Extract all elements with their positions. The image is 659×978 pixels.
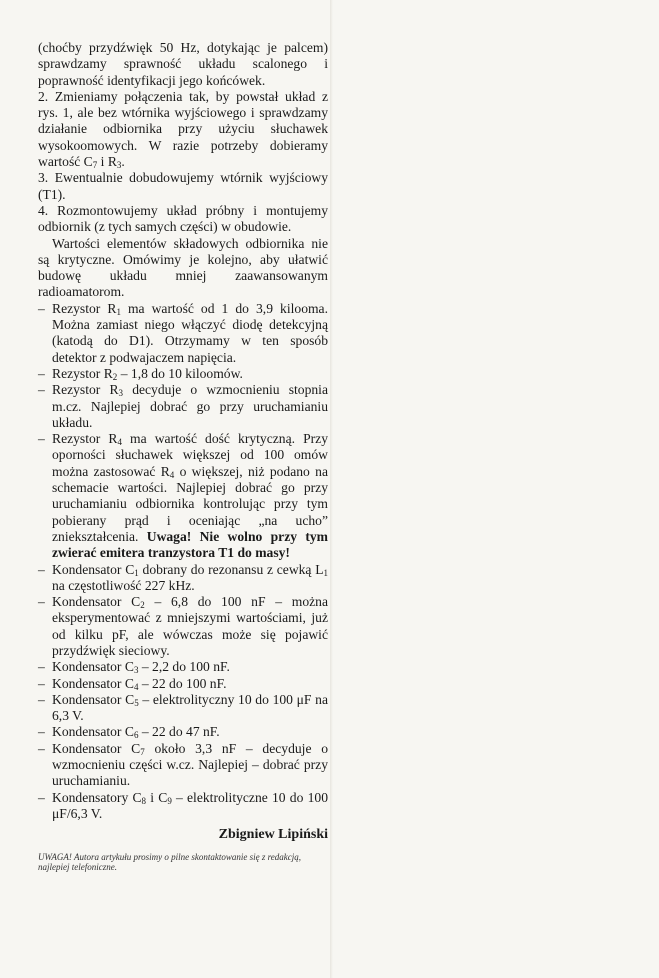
list-item-r4: – Rezystor $R_4$ ma wartość dość krytyczną. Przy oporności słuchawek większej od 100 omów można zastosować $R_4$ o większej, niż podano na schemacie wartości. Najlepiej dobrać go przy uruchamianiu odbiornika kontrolując przy tym pobierany prąd i oceniając „na ucho” zniekształcenia. Uwaga! Nie wolno przy tym zwierać emitera tranzystora T1 do masy! [38,431,329,561]
paragraph-intro-continuation: (choćby przydźwięk 50 Hz, dotykając je palcem) sprawdzamy sprawność układu scalonego i poprawność identyfikacji jego końcówek. [38,40,328,88]
editorial-note: UWAGA! Autora artykułu prosimy o pilne skontaktowanie się z redakcją, najlepiej telefoniczne. [38,851,301,873]
paragraph-components-intro: Wartości elementów składowych odbiornika nie są krytyczne. Omówimy je kolejno, aby ułatwić budowę układu mniej zaawansowanym radioamatorom. [38,235,328,300]
paragraph-step-3: 3. Ewentualnie dobudowujemy wtórnik wyjściowy (T1). [38,170,328,202]
paragraph-step-4: 4. Rozmontowujemy układ próbny i montujemy odbiornik (z tych samych części) w obudowie. [38,202,328,235]
paragraph-step-2: 2. Zmieniamy połączenia tak, by powstał układ z rys. 1, ale bez wtórnika wyjściowego i sprawdzamy działanie odbiornika przy użyciu słuchawek wysokoomowych. W razie potrzeby dobieramy wartość $C_7$ i $R_3$. [38,88,328,171]
list-item-c4: – Kondensator $C_4 - 22$ do 100 nF. [38,675,227,692]
list-item-c3: – Kondensator $C_3 - 2,2$ do 100 nF. [38,659,230,676]
list-item-c1: – Kondensator $C_1$ dobrany do rezonansu z cewką $L_1$ na częstotliwość 227 kHz. [38,561,329,593]
list-item-r3: – Rezystor $R_3$ decyduje o wzmocnieniu stopnia m.cz. Najlepiej dobrać go przy uruchamianiu układu. [38,382,328,430]
list-item-r1: – Rezystor $R_1$ ma wartość od 1 do 3,9 kiloomа. Można zamiast niego włączyć diodę detekcyjną (katodą do D1). Otrzymamy w ten sposób detektor z podwajaczem napięcia. [38,300,328,365]
text-column [38,40,328,873]
author-signature: Zbigniew Lipiński [218,827,328,843]
warning-text: Uwaga! Nie wolno przy tym zwierać emitera tranzystora T1 do masy! [52,528,329,561]
page-edge [330,0,333,978]
list-item-c6: – Kondensator $C_6 - 22$ do 47 nF. [38,724,220,741]
list-item-r2: – Rezystor $R_2 - 1,8$ do 10 kiloomów. [38,365,243,382]
list-item-c2: – Kondensator $C_2 - 6,8$ do 100 nF – można eksperymentować z mniejszymi wartościami, już od kilku pF, ale wówczas może się pojawić przydźwięk sieciowy. [38,594,328,658]
list-item-c7: – Kondensator $C_7$ około 3,3 nF – decyduje o wzmocnieniu części w.cz. Najlepiej – dobrać przy uruchamianiu. [38,740,328,789]
list-item-c5: – Kondensator $C_5$ – elektrolityczny 10 do 100 μF na 6,3 V. [38,691,328,724]
list-item-c8-c9: – Kondensatory $C_8$ i $C_9$ – elektrolityczne 10 do 100 μF/6,3 V. [38,789,328,821]
